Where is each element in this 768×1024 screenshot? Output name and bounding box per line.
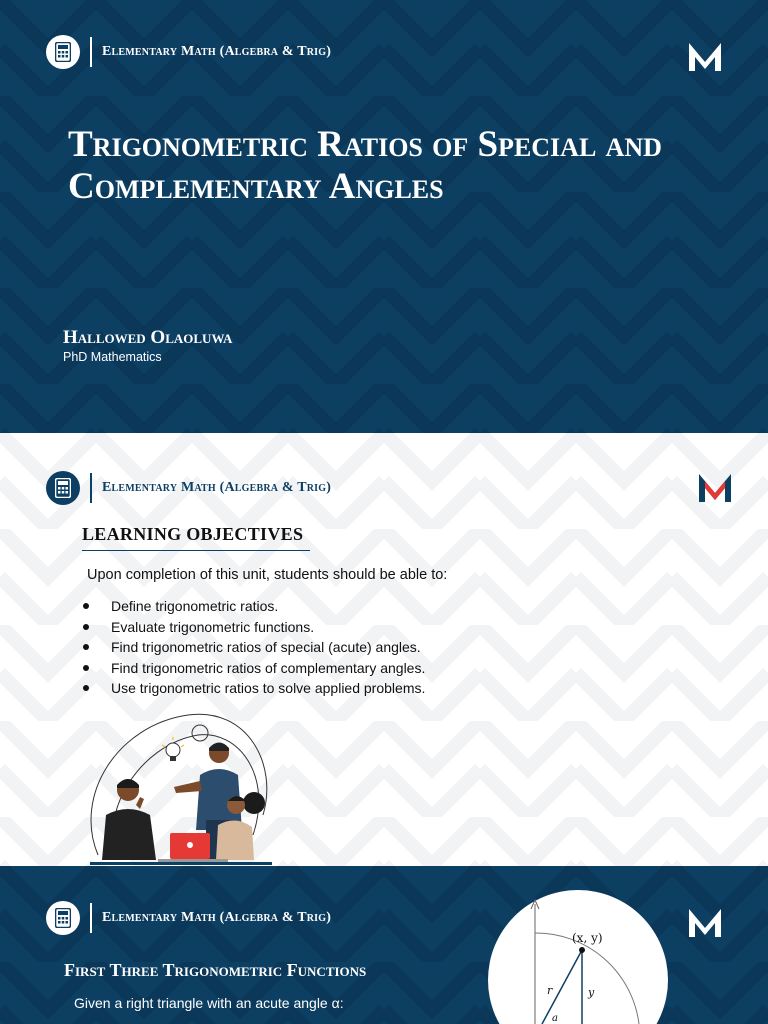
course-name: Elementary Math (Algebra & Trig) bbox=[102, 480, 332, 495]
calculator-icon bbox=[46, 901, 80, 935]
course-name: Elementary Math (Algebra & Trig) bbox=[102, 910, 332, 925]
bullet-icon bbox=[83, 603, 89, 609]
slide-header bbox=[46, 35, 331, 69]
objectives-intro: Upon completion of this unit, students should be able to: bbox=[87, 567, 448, 583]
m-logo-icon bbox=[698, 471, 732, 503]
author-degree: PhD Mathematics bbox=[63, 350, 162, 364]
bullet-icon bbox=[83, 644, 89, 650]
objectives-list bbox=[80, 596, 425, 699]
header-divider bbox=[90, 473, 92, 503]
heading-underline bbox=[82, 550, 310, 551]
section-text: Given a right triangle with an acute angle α: bbox=[74, 995, 344, 1011]
header-divider bbox=[90, 37, 92, 67]
list-item: Define trigonometric ratios. bbox=[80, 596, 425, 617]
objectives-slide bbox=[0, 433, 768, 866]
page-title: Trigonometric Ratios of Special and Complementary Angles bbox=[68, 124, 662, 207]
bullet-icon bbox=[83, 665, 89, 671]
list-item: Use trigonometric ratios to solve applied problems. bbox=[80, 678, 425, 699]
list-item: Find trigonometric ratios of special (acute) angles. bbox=[80, 637, 425, 658]
calculator-icon bbox=[46, 35, 80, 69]
students-illustration bbox=[78, 705, 278, 866]
title-slide bbox=[0, 0, 768, 433]
bullet-icon bbox=[83, 624, 89, 630]
calculator-icon bbox=[46, 471, 80, 505]
slide-header bbox=[46, 471, 331, 505]
hypotenuse-label: r bbox=[547, 984, 553, 997]
side-label: y bbox=[588, 986, 595, 999]
course-name: Elementary Math (Algebra & Trig) bbox=[102, 44, 332, 59]
header-divider bbox=[90, 903, 92, 933]
point-label: (x, y) bbox=[572, 931, 603, 945]
section-heading: LEARNING OBJECTIVES bbox=[82, 524, 304, 544]
functions-slide bbox=[0, 866, 768, 1024]
section-heading: First Three Trigonometric Functions bbox=[64, 960, 367, 980]
list-item: Find trigonometric ratios of complementary angles. bbox=[80, 658, 425, 679]
unit-circle-figure bbox=[480, 890, 690, 1024]
slide-header bbox=[46, 901, 331, 935]
author-name: Hallowed Olaoluwa bbox=[63, 327, 233, 348]
bullet-icon bbox=[83, 685, 89, 691]
angle-label: a bbox=[552, 1013, 558, 1024]
m-logo-icon bbox=[688, 906, 722, 938]
m-logo-icon bbox=[688, 40, 722, 72]
list-item: Evaluate trigonometric functions. bbox=[80, 617, 425, 638]
